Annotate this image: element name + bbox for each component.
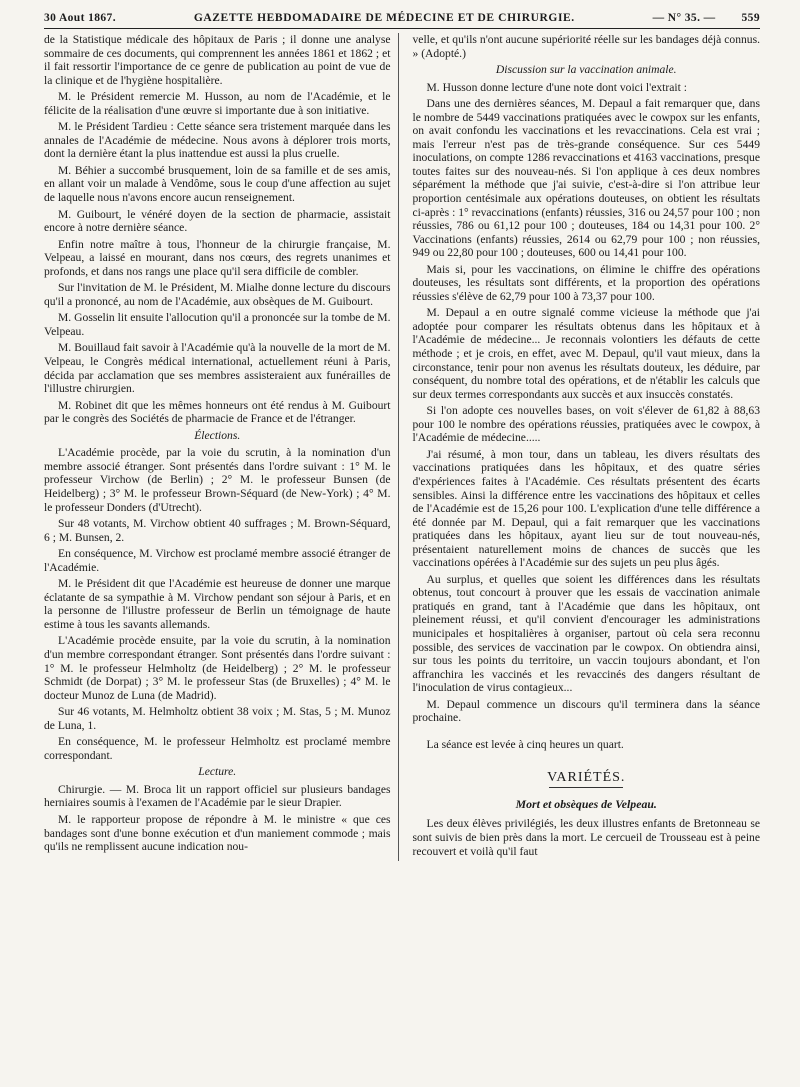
paragraph: M. Depaul commence un discours qu'il terminera dans la séance prochaine.: [412, 697, 760, 725]
section-heading-lecture: Lecture.: [198, 765, 237, 779]
paragraph: Dans une des dernières séances, M. Depaul a fait remarquer que, dans le nombre de 5449 vaccinations pratiquées avec le cowpox sur les enfants, on avait confondu les vaccinations et les revaccinations. Cela est vrai ; mais l'erreur n'est pas de très-grande conséquence. Sur ces 5449 inoculations, on compte 1286 revaccinations et 4163 vaccinations, presque toutes faites sur des nouveau-nés. Si l'on applique à ces deux nombres séparément la méthode que j'ai suivie, c'est-à-dire si l'on attribue leur proportion centésimale aux opérations douteuses, on obtient les résultats ci-après : 1° revaccinations (enfants) réussies, 316 ou 24,57 pour 100 ; non réussies, 786 ou 61,12 pour 100 ; douteuses, 184 ou 14,31 pour 100. 2° Vaccinations (enfants) réussies, 2614 ou 62,79 pour 100 ; non réussies, 949 ou 22,80 pour 100 ; douteuses, 600 ou 14,41 pour 100.: [412, 97, 760, 260]
paragraph: M. le rapporteur propose de répondre à M. le ministre « que ces bandages sont d'une bonne exécution et d'un maniement commode ; mais qu'ils ne remplissent aucune indication nou-: [44, 812, 391, 854]
paragraph: J'ai résumé, à mon tour, dans un tableau, les divers résultats des vaccinations pratiquées dans les hôpitaux, et des quatre séries d'expériences faites à l'Académie. Ces résultats présentent des écarts sensibles. Ainsi la différence entre les vaccinations des hôpitaux et celles de l'Académie est de 15,26 pour 100. L'explication d'une telle différence a été donnée par M. Depaul, qui a fait remarquer que les vaccinations pratiquées dans les hôpitaux, ayant lieu sur de tout nouveau-nés, présentaient naturellement moins de chances de succès que les vaccinations opérées à l'Académie sur des sujets un peu plus âgés.: [412, 447, 760, 570]
paragraph: M. Robinet dit que les mêmes honneurs ont été rendus à M. Guibourt par le congrès des Sociétés de pharmacie de France et de l'étranger.: [44, 398, 391, 426]
paragraph: En conséquence, M. Virchow est proclamé membre associé étranger de l'Académie.: [44, 547, 391, 574]
paragraph: Enfin notre maître à tous, l'honneur de la chirurgie française, M. Velpeau, a laissé en mourant, dans nos cœurs, des regrets unanimes et profonds, et dans nos rangs une place qu'il sera difficile de combler.: [44, 237, 391, 278]
paragraph: M. Béhier a succombé brusquement, loin de sa famille et de ses amis, en allant voir un malade à Vendôme, sous le coup d'une affection au sujet de laquelle nous n'avons encore aucun renseignement.: [44, 163, 391, 205]
section-heading-elections: Élections.: [194, 428, 241, 442]
paragraph: M. Gosselin lit ensuite l'allocution qu'il a prononcée sur la tombe de M. Velpeau.: [44, 311, 391, 338]
paragraph: Sur l'invitation de M. le Président, M. Mialhe donne lecture du discours qu'il a prononcé, au nom de l'Académie, aux obsèques de M. Guibourt.: [44, 281, 391, 308]
paragraph: Sur 46 votants, M. Helmholtz obtient 38 voix ; M. Stas, 5 ; M. Munoz de Luna, 1.: [44, 705, 391, 732]
paragraph: velle, et qu'ils n'ont aucune supériorité réelle sur les bandages déjà connus. » (Adopté.): [412, 33, 760, 60]
paragraph: M. le Président remercie M. Husson, au nom de l'Académie, et le félicite de la réalisation d'une œuvre si importante due à son initiative.: [44, 90, 391, 117]
paragraph: L'Académie procède, par la voie du scrutin, à la nomination d'un membre associé étranger. Sont présentés dans l'ordre suivant : 1° M. le professeur Virchow (de Berlin) ; 2° M. le professeur Bunsen (de Heidelberg) ; 3° M. le professeur Brown-Séquard (de New-York) ; 4° M. le professeur Donders (d'Utrecht).: [44, 446, 391, 514]
section-heading-varietes: VARIÉTÉS.: [547, 770, 626, 786]
right-column: [413, 33, 761, 861]
paragraph: M. le Président dit que l'Académie est heureuse de donner une marque éclatante de sa sympathie à M. Virchow pendant son séjour à Paris, et en la personne de l'illustre professeur de Berlin un témoignage de haute estime à tous les savants allemands.: [44, 577, 391, 631]
running-header: [44, 6, 760, 29]
page-number: 559: [741, 12, 760, 24]
paragraph: M. Guibourt, le vénéré doyen de la section de pharmacie, assistait encore à notre dernière séance.: [44, 207, 391, 235]
paragraph: M. Bouillaud fait savoir à l'Académie qu'à la nouvelle de la mort de M. Velpeau, le Congrès médical international, actuellement réuni à Paris, décida par acclamation que ses membres assisteraient aux funérailles de l'illustre chirurgien.: [44, 341, 391, 396]
text-columns: [44, 33, 760, 861]
issue-date: 30 Aout 1867.: [44, 12, 116, 24]
paragraph: Au surplus, et quelles que soient les différences dans les résultats obtenus, tout concourt à prouver que les essais de vaccination animale pratiqués en grand, tant à l'Académie que dans les hôpitaux, ont pleinement réussi, et qu'il convient d'encourager les administrations municipales et hospitalières à organiser, partout où cela sera reconnu possible, des services de vaccination par le cowpox. On obtiendra ainsi, sur tous les points du territoire, un vaccin toujours abondant, et l'on affranchira les vaccinés et les revaccinés des dangers résultant de l'inoculation de virus contagieux...: [412, 572, 760, 695]
paragraph: Les deux élèves privilégiés, les deux illustres enfants de Bretonneau se sont suivis de bien près dans la mort. Le cercueil de Trousseau est à peine recouvert et voilà qu'il faut: [412, 817, 760, 858]
journal-title: GAZETTE HEBDOMADAIRE DE MÉDECINE ET DE CHIRURGIE.: [193, 12, 575, 24]
left-column: [44, 33, 399, 861]
paragraph: M. Depaul a en outre signalé comme vicieuse la méthode que j'ai adoptée pour comparer les résultats obtenus dans les hôpitaux et à l'Académie de médecine... Je reconnais volontiers les défauts de cette méthode ; et je crois, en effet, avec M. Depaul, qu'il vaut mieux, dans la circonstance, tenir pour non avenus les résultats douteux, les déduire, par conséquent, du nombre total des opérations, et de n'établir les calculs que sur deux termes correspondants aux succès et aux insuccès constatés.: [412, 306, 760, 401]
paragraph: Si l'on adopte ces nouvelles bases, on voit s'élever de 61,82 à 88,63 pour 100 le nombre des opérations réussies, pratiquées avec le cowpox, à l'Académie de médecine.....: [412, 404, 760, 445]
paragraph: La séance est levée à cinq heures un quart.: [426, 737, 624, 751]
section-heading-vaccination: Discussion sur la vaccination animale.: [495, 63, 677, 77]
paragraph: Chirurgie. — M. Broca lit un rapport officiel sur plusieurs bandages herniaires soumis à l'examen de l'Académie par le sieur Drapier.: [44, 782, 391, 810]
paragraph: M. le Président Tardieu : Cette séance sera tristement marquée dans les annales de l'Académie de médecine. Nous avons à déplorer trois morts, dont la dernière étant la plus inattendue est aussi la plus cruelle.: [44, 120, 391, 161]
section-rule: [549, 787, 623, 788]
paragraph: M. Husson donne lecture d'une note dont voici l'extrait :: [426, 80, 687, 94]
paragraph: L'Académie procède ensuite, par la voie du scrutin, à la nomination d'un membre correspondant étranger. Sont présentés dans l'ordre suivant : 1° M. le professeur Helmholtz (de Heidelberg) ; 2° M. le professeur Schmidt (de Dorpat) ; 3° M. le professeur Stas (de Bruxelles) ; 4° M. le docteur Munoz de Luna (de Madrid).: [44, 634, 391, 702]
issue-number: — N° 35. —: [652, 12, 716, 24]
paragraph: En conséquence, M. le professeur Helmholtz est proclamé membre correspondant.: [44, 735, 391, 762]
paragraph: de la Statistique médicale des hôpitaux de Paris ; il donne une analyse sommaire de ces documents, qui comprennent les années 1861 et 1862 ; et il fait ressortir l'importance de ce genre de publication au point de vue de la clinique et de l'hygiène hospitalière.: [44, 33, 391, 87]
paragraph: Sur 48 votants, M. Virchow obtient 40 suffrages ; M. Brown-Séquard, 6 ; M. Bunsen, 2.: [44, 517, 391, 544]
paragraph: Mais si, pour les vaccinations, on élimine le chiffre des opérations douteuses, les résultats sont différents, et la proportion des opérations réussies s'élève de 62,79 pour 100 à 73,37 pour 100.: [412, 262, 760, 303]
article-title: Mort et obsèques de Velpeau.: [515, 796, 657, 811]
